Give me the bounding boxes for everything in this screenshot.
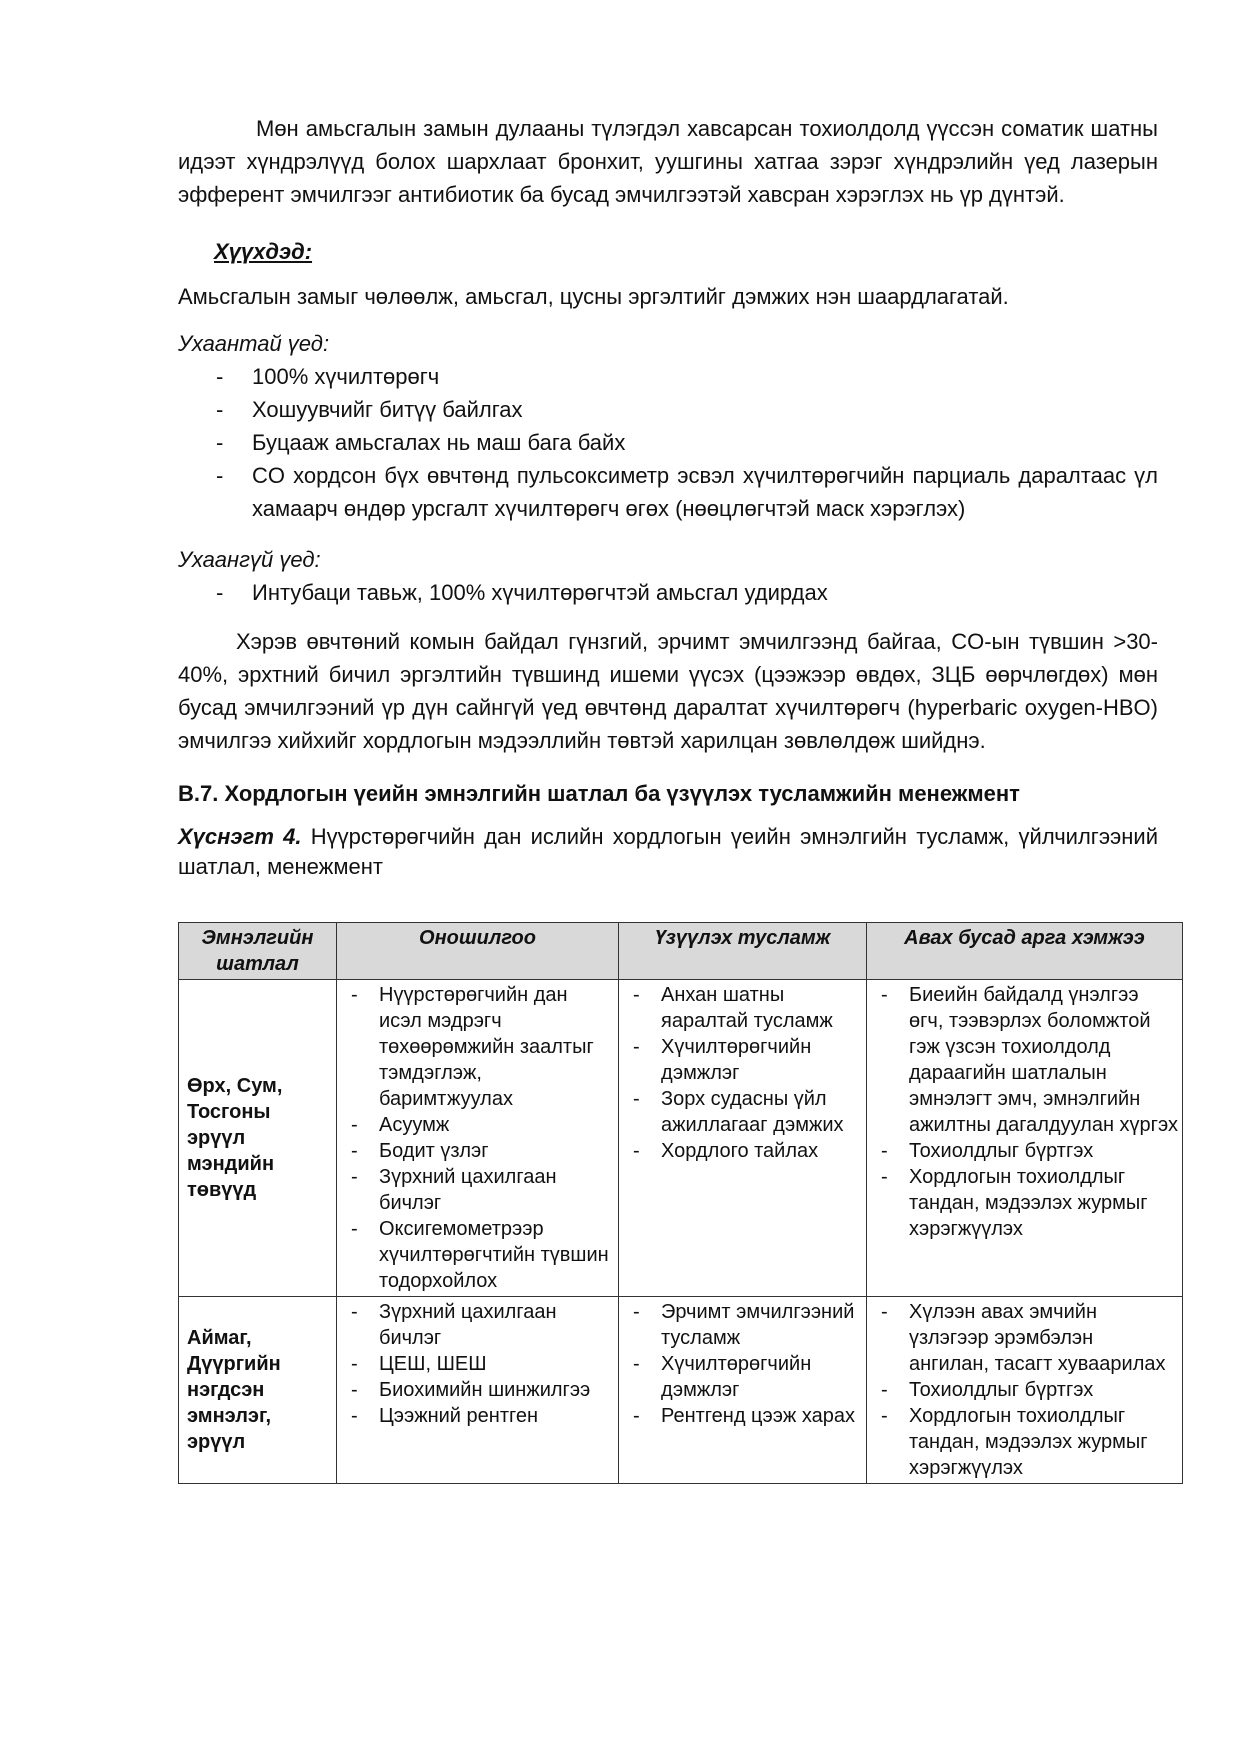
list-item: - Буцааж амьсгалах нь маш бага байх bbox=[178, 426, 1158, 459]
document-page bbox=[178, 112, 1178, 1484]
list-item: - Интубаци тавьж, 100% хүчилтөрөгчтэй амьсгал удирдах bbox=[178, 576, 1158, 609]
list-item: - Биохимийн шинжилгээ bbox=[341, 1377, 614, 1403]
care-cell bbox=[619, 980, 867, 1297]
header-other: Авах бусад арга хэмжээ bbox=[867, 923, 1183, 980]
list-item: - CO хордсон бүх өвчтөнд пульсоксиметр эсвэл хүчилтөрөгчийн парциаль даралтаас үл хамаарч өндөр урсгалт хүчилтөрөгч өгөх (нөөцлөгчтэй маск хэрэглэх) bbox=[178, 459, 1158, 525]
care-cell bbox=[619, 1297, 867, 1484]
list-item: - Рентгенд цээж харах bbox=[623, 1403, 862, 1429]
list-item: - 100% хүчилтөрөгч bbox=[178, 360, 1158, 393]
diagnosis-cell bbox=[337, 1297, 619, 1484]
list-item: - Биеийн байдалд үнэлгээ өгч, тээвэрлэх боломжтой гэж үзсэн тохиолдолд дараагийн шатлалын эмнэлэгт эмч, эмнэлгийн ажилтны дагалдуулан хүргэх bbox=[871, 982, 1178, 1138]
other-cell bbox=[867, 1297, 1183, 1484]
level-cell: Аймаг, Дүүргийн нэгдсэн эмнэлэг, эрүүл bbox=[179, 1297, 337, 1484]
list-item: - Хордлого тайлах bbox=[623, 1138, 862, 1164]
list-item: - Тохиолдлыг бүртгэх bbox=[871, 1138, 1178, 1164]
hbo-paragraph: Хэрэв өвчтөний комын байдал гүнзгий, эрчимт эмчилгээнд байгаа, CO-ын түвшин >30-40%, эрхтний бичил эргэлтийн түвшинд ишеми үүсэх (цээжээр өвдөх, ЗЦБ өөрчлөгдөх) мөн бусад эмчилгээний үр дүн сайнгүй үед өвчтөнд даралтат хүчилтөрөгч (hyperbaric oxygen-HBO) эмчилгээ хийхийг хордлогын мэдээллийн төвтэй харилцан зөвлөлдөж шийднэ. bbox=[178, 629, 1158, 753]
caption-text: Нүүрстөрөгчийн дан ислийн хордлогын үеийн эмнэлгийн тусламж, үйлчилгээний шатлал, менежмент bbox=[178, 824, 1158, 879]
list-item: - Хүчилтөрөгчийн дэмжлэг bbox=[623, 1351, 862, 1403]
header-diagnosis: Оношилгоо bbox=[337, 923, 619, 980]
header-care: Үзүүлэх тусламж bbox=[619, 923, 867, 980]
conscious-label: Ухаантай үед: bbox=[178, 331, 330, 356]
list-item: - Зорх судасны үйл ажиллагааг дэмжих bbox=[623, 1086, 862, 1138]
table-caption bbox=[178, 822, 1158, 882]
list-item: - Нүүрстөрөгчийн дан исэл мэдрэгч төхөөрөмжийн заалтыг тэмдэглэж, баримтжуулах bbox=[341, 982, 614, 1112]
other-cell bbox=[867, 980, 1183, 1297]
table-row bbox=[179, 1297, 1183, 1484]
conscious-list bbox=[178, 360, 1158, 525]
list-item: - Оксигемометрээр хүчилтөрөгчтийн түвшин тодорхойлох bbox=[341, 1216, 614, 1294]
list-item: - Тохиолдлыг бүртгэх bbox=[871, 1377, 1178, 1403]
header-level: Эмнэлгийн шатлал bbox=[179, 923, 337, 980]
list-item: - Хүлээн авах эмчийн үзлэгээр эрэмбэлэн ангилан, тасагт хуваарилах bbox=[871, 1299, 1178, 1377]
list-item: - Хошуувчийг битүү байлгах bbox=[178, 393, 1158, 426]
table-header-row bbox=[179, 923, 1183, 980]
level-cell: Өрх, Сум, Тосгоны эрүүл мэндийн төвүүд bbox=[179, 980, 337, 1297]
caption-label: Хүснэгт 4. bbox=[178, 824, 302, 849]
children-heading: Хүүхдэд: bbox=[214, 239, 313, 264]
unconscious-list bbox=[178, 576, 1158, 609]
diagnosis-cell bbox=[337, 980, 619, 1297]
children-intro: Амьсгалын замыг чөлөөлж, амьсгал, цусны эргэлтийг дэмжих нэн шаардлагатай. bbox=[178, 284, 1009, 309]
list-item: - Эрчимт эмчилгээний тусламж bbox=[623, 1299, 862, 1351]
list-item: - Зүрхний цахилгаан бичлэг bbox=[341, 1164, 614, 1216]
list-item: - Хордлогын тохиолдлыг тандан, мэдээлэх журмыг хэрэгжүүлэх bbox=[871, 1403, 1178, 1481]
intro-paragraph: Мөн амьсгалын замын дулааны түлэгдэл хавсарсан тохиолдолд үүссэн соматик шатны идээт хүндрэлүүд болох шархлаат бронхит, уушгины хатгаа зэрэг хүндрэлийн үед лазерын эфферент эмчилгээг антибиотик ба бусад эмчилгээтэй хавсран хэрэглэх нь үр дүнтэй. bbox=[178, 116, 1158, 207]
list-item: - Анхан шатны яаралтай тусламж bbox=[623, 982, 862, 1034]
list-item: - Асуумж bbox=[341, 1112, 614, 1138]
list-item: - Зүрхний цахилгаан бичлэг bbox=[341, 1299, 614, 1351]
list-item: - Хүчилтөрөгчийн дэмжлэг bbox=[623, 1034, 862, 1086]
list-item: - Хордлогын тохиолдлыг тандан, мэдээлэх журмыг хэрэгжүүлэх bbox=[871, 1164, 1178, 1242]
list-item: - Цээжний рентген bbox=[341, 1403, 614, 1429]
unconscious-label: Ухаангүй үед: bbox=[178, 547, 321, 572]
list-item: - ЦЕШ, ШЕШ bbox=[341, 1351, 614, 1377]
section-heading: B.7. Хордлогын үеийн эмнэлгийн шатлал ба үзүүлэх тусламжийн менежмент bbox=[178, 781, 1020, 806]
table-row bbox=[179, 980, 1183, 1297]
list-item: - Бодит үзлэг bbox=[341, 1138, 614, 1164]
care-table bbox=[178, 922, 1183, 1484]
